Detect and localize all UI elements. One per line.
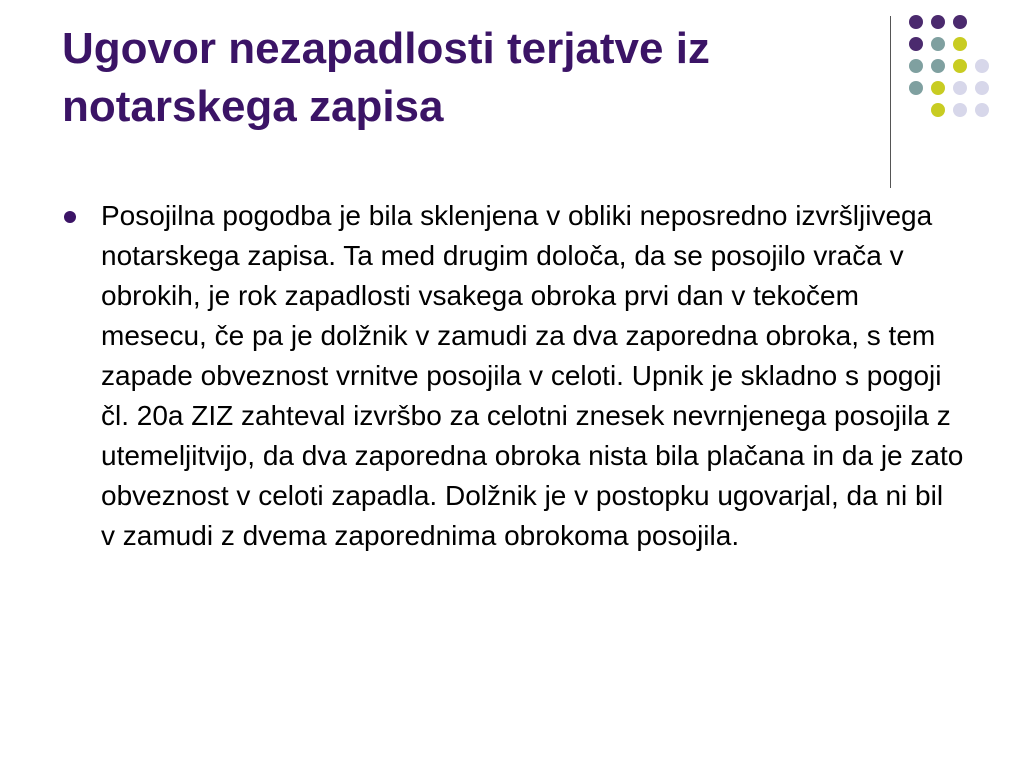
decor-dot [953,81,967,95]
decor-dot [931,15,945,29]
decor-dot [931,59,945,73]
decor-dot [953,37,967,51]
decorative-dot-grid [0,0,1024,200]
decor-dot [931,37,945,51]
decor-dot [953,59,967,73]
decor-dot [975,103,989,117]
decor-dot [953,103,967,117]
decor-dot [975,59,989,73]
decor-dot [909,59,923,73]
slide-title: Ugovor nezapadlosti terjatve iz notarskega zapisa [62,24,710,131]
decor-dot [975,81,989,95]
bullet-icon [64,211,76,223]
decor-dot [909,15,923,29]
bullet-item [64,196,964,556]
bullet-text: Posojilna pogodba je bila sklenjena v obliki neposredno izvršljivega notarskega zapisa. Ta med drugim določa, da se posojilo vrača v obrokih, je rok zapadlosti vsakega obroka prvi dan v tekočem mesecu, če pa je dolžnik v zamudi za dva zaporedna obroka, s tem zapade obveznost vrnitve posojila v celoti. Upnik je skladno s pogoji čl. 20a ZIZ zahteval izvršbo za celotni znesek nevrnjenega posojila z utemeljitvijo, da dva zaporedna obroka nista bila plačana in da je zato obveznost v celoti zapadla. Dolžnik je v postopku ugovarjal, da ni bil v zamudi z dvema zaporednima obrokoma posojila. [101,200,964,551]
decor-dot [931,103,945,117]
decor-dot [909,37,923,51]
decor-dot [909,81,923,95]
decor-dot [953,15,967,29]
decor-dot [931,81,945,95]
bullet-list [64,196,964,556]
